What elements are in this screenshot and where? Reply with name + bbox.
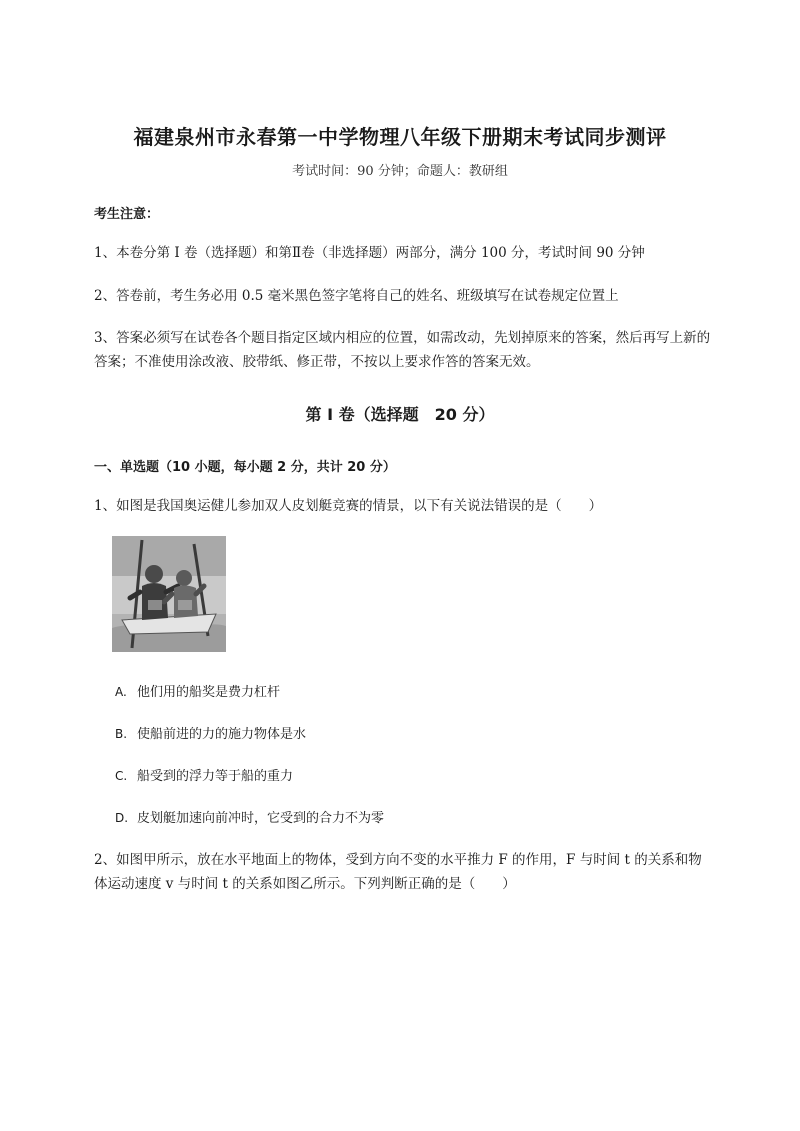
option-letter: A. <box>115 685 127 699</box>
option-text: 船受到的浮力等于船的重力 <box>137 769 294 784</box>
notice-item-3: 3、答案必须写在试卷各个题目指定区域内相应的位置，如需改动，先划掉原来的答案，然后再写上新的答案；不准使用涂改液、胶带纸、修正带，不按以上要求作答的答案无效。 <box>94 330 711 370</box>
notice-item-1: 1、本卷分第 I 卷（选择题）和第Ⅱ卷（非选择题）两部分，满分 100 分，考试时间 90 分钟 <box>94 245 645 261</box>
question-1-stem: 1、如图是我国奥运健儿参加双人皮划艇竞赛的情景，以下有关说法错误的是（ ） <box>94 498 603 514</box>
option-letter: B. <box>115 727 128 741</box>
option-letter: C. <box>115 769 128 783</box>
option-text: 使船前进的力的施力物体是水 <box>137 727 307 742</box>
notice-heading: 考生注意： <box>94 207 160 222</box>
kayak-photo <box>112 536 226 652</box>
question-1-option-a <box>115 682 280 703</box>
section-title: 第 I 卷（选择题 20 分） <box>305 405 495 424</box>
option-text: 他们用的船奖是费力杠杆 <box>137 685 281 700</box>
question-1-option-d <box>115 808 384 829</box>
question-1-option-b <box>115 724 306 745</box>
notice-item-2: 2、答卷前，考生务必用 0.5 毫米黑色签字笔将自己的姓名、班级填写在试卷规定位置上 <box>94 288 619 304</box>
option-letter: D. <box>115 811 129 825</box>
option-text: 皮划艇加速向前冲时，它受到的合力不为零 <box>137 811 385 826</box>
question-2-stem: 2、如图甲所示，放在水平地面上的物体，受到方向不变的水平推力 F 的作用，F 与时间 t 的关系和物体运动速度 v 与时间 t 的关系如图乙所示。下列判断正确的是（ ） <box>94 852 702 892</box>
exam-info: 考试时间：90 分钟；命题人：教研组 <box>292 164 508 179</box>
page-title: 福建泉州市永春第一中学物理八年级下册期末考试同步测评 <box>133 125 667 149</box>
question-1-option-c <box>115 766 293 787</box>
part-heading: 一、单选题（10 小题，每小题 2 分，共计 20 分） <box>94 460 396 475</box>
